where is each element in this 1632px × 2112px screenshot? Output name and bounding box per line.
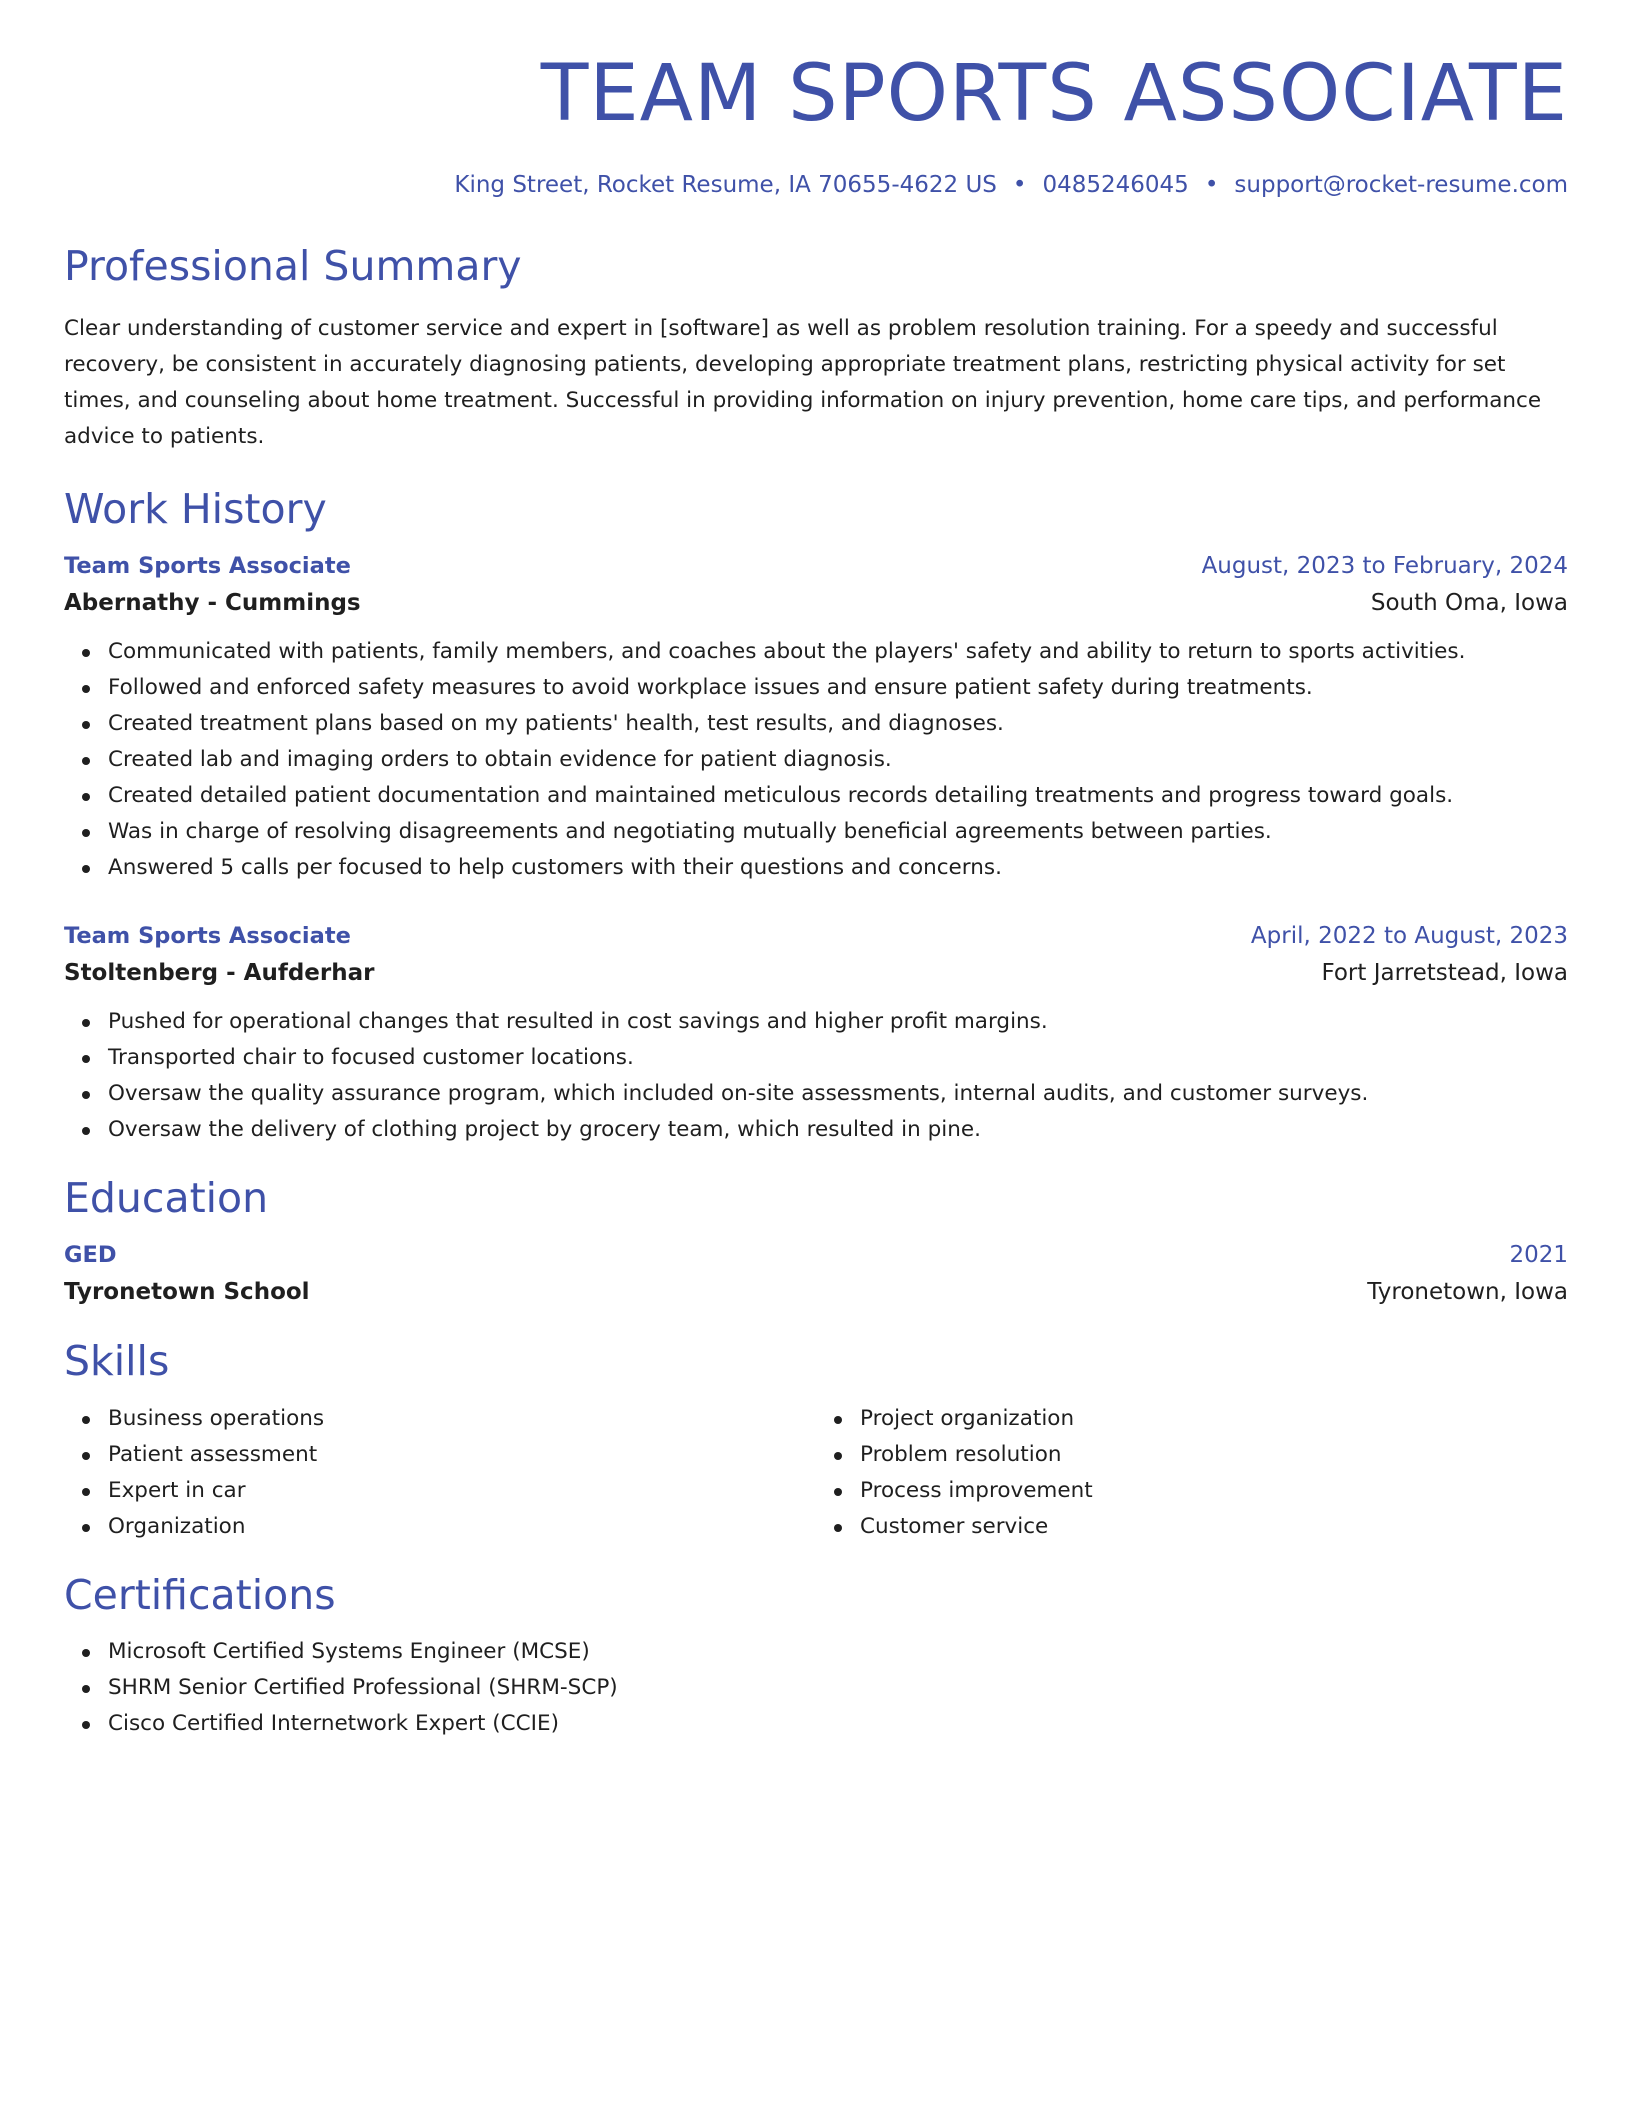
education-entry: [64, 1237, 1568, 1311]
skill-item: Project organization: [860, 1401, 1568, 1437]
job-bullet: Created treatment plans based on my patients' health, test results, and diagnoses.: [108, 706, 1568, 742]
education-heading: Education: [64, 1174, 269, 1223]
certification-item: Microsoft Certified Systems Engineer (MCSE): [108, 1634, 1568, 1670]
contact-line: [64, 172, 1568, 198]
job-bullet: Created detailed patient documentation and maintained meticulous records detailing treatments and progress toward goals.: [108, 778, 1568, 814]
skills-list: [816, 1401, 1568, 1545]
certifications-list: [64, 1634, 1568, 1742]
job-bullet: Followed and enforced safety measures to avoid workplace issues and ensure patient safety during treatments.: [108, 670, 1568, 706]
job-entry: [64, 918, 1568, 1148]
address-text: King Street, Rocket Resume, IA 70655-4622 US: [454, 171, 997, 198]
resume-title: TEAM SPORTS ASSOCIATE: [540, 49, 1568, 139]
skill-item: Business operations: [108, 1401, 816, 1437]
job-bullet: Answered 5 calls per focused to help customers with their questions and concerns.: [108, 850, 1568, 886]
skill-item: Expert in car: [108, 1473, 816, 1509]
skill-item: Customer service: [860, 1509, 1568, 1545]
job-dates: April, 2022 to August, 2023: [1250, 923, 1568, 950]
education-header-row: [64, 1237, 1568, 1273]
job-location: South Oma, Iowa: [1370, 590, 1568, 617]
job-bullet: Was in charge of resolving disagreements and negotiating mutually beneficial agreements between parties.: [108, 814, 1568, 850]
job-title: Team Sports Associate: [64, 923, 351, 950]
skills-column-left: [64, 1401, 816, 1545]
degree-text: GED: [64, 1242, 117, 1269]
contact-separator: •: [1204, 171, 1219, 198]
job-company-row: [64, 954, 1568, 992]
school-name: Tyronetown School: [64, 1279, 310, 1306]
email-link[interactable]: support@rocket-resume.com: [1234, 171, 1568, 198]
phone-text: 0485246045: [1042, 171, 1189, 198]
skill-item: Problem resolution: [860, 1437, 1568, 1473]
job-bullet-list: [64, 1004, 1568, 1148]
certification-item: SHRM Senior Certified Professional (SHRM-SCP): [108, 1670, 1568, 1706]
job-header-row: [64, 918, 1568, 954]
education-school-row: [64, 1273, 1568, 1311]
job-bullet: Oversaw the delivery of clothing project by grocery team, which resulted in pine.: [108, 1112, 1568, 1148]
work-history-heading: Work History: [64, 484, 327, 533]
job-bullet: Pushed for operational changes that resulted in cost savings and higher profit margins.: [108, 1004, 1568, 1040]
job-bullet-list: [64, 634, 1568, 886]
job-bullet: Created lab and imaging orders to obtain evidence for patient diagnosis.: [108, 742, 1568, 778]
job-company-row: [64, 584, 1568, 622]
skills-heading: Skills: [64, 1337, 170, 1386]
skill-item: Process improvement: [860, 1473, 1568, 1509]
job-bullet: Communicated with patients, family members, and coaches about the players' safety and ability to return to sports activities.: [108, 634, 1568, 670]
summary-heading: Professional Summary: [64, 241, 522, 290]
job-header-row: [64, 548, 1568, 584]
skill-item: Organization: [108, 1509, 816, 1545]
summary-text: Clear understanding of customer service and expert in [software] as well as problem resolution training. For a speedy and successful recovery, be consistent in accurately diagnosing patients, developing appropriate treatment plans, restricting physical activity for set times, and counseling about home treatment. Successful in providing information on injury prevention, home care tips, and performance advice to patients.: [64, 315, 1542, 449]
skills-grid: [64, 1401, 1568, 1545]
job-company: Stoltenberg - Aufderhar: [64, 960, 375, 987]
job-title: Team Sports Associate: [64, 553, 351, 580]
certifications-heading: Certifications: [64, 1570, 336, 1619]
job-entry: [64, 548, 1568, 886]
certification-item: Cisco Certified Internetwork Expert (CCIE): [108, 1706, 1568, 1742]
job-bullet: Oversaw the quality assurance program, which included on-site assessments, internal audits, and customer surveys.: [108, 1076, 1568, 1112]
education-year: 2021: [1509, 1242, 1568, 1269]
skills-list: [64, 1401, 816, 1545]
job-dates: August, 2023 to February, 2024: [1201, 553, 1568, 580]
job-location: Fort Jarretstead, Iowa: [1321, 960, 1568, 987]
school-location: Tyronetown, Iowa: [1367, 1279, 1568, 1306]
job-bullet: Transported chair to focused customer locations.: [108, 1040, 1568, 1076]
skill-item: Patient assessment: [108, 1437, 816, 1473]
job-company: Abernathy - Cummings: [64, 590, 361, 617]
contact-separator: •: [1012, 171, 1027, 198]
skills-column-right: [816, 1401, 1568, 1545]
